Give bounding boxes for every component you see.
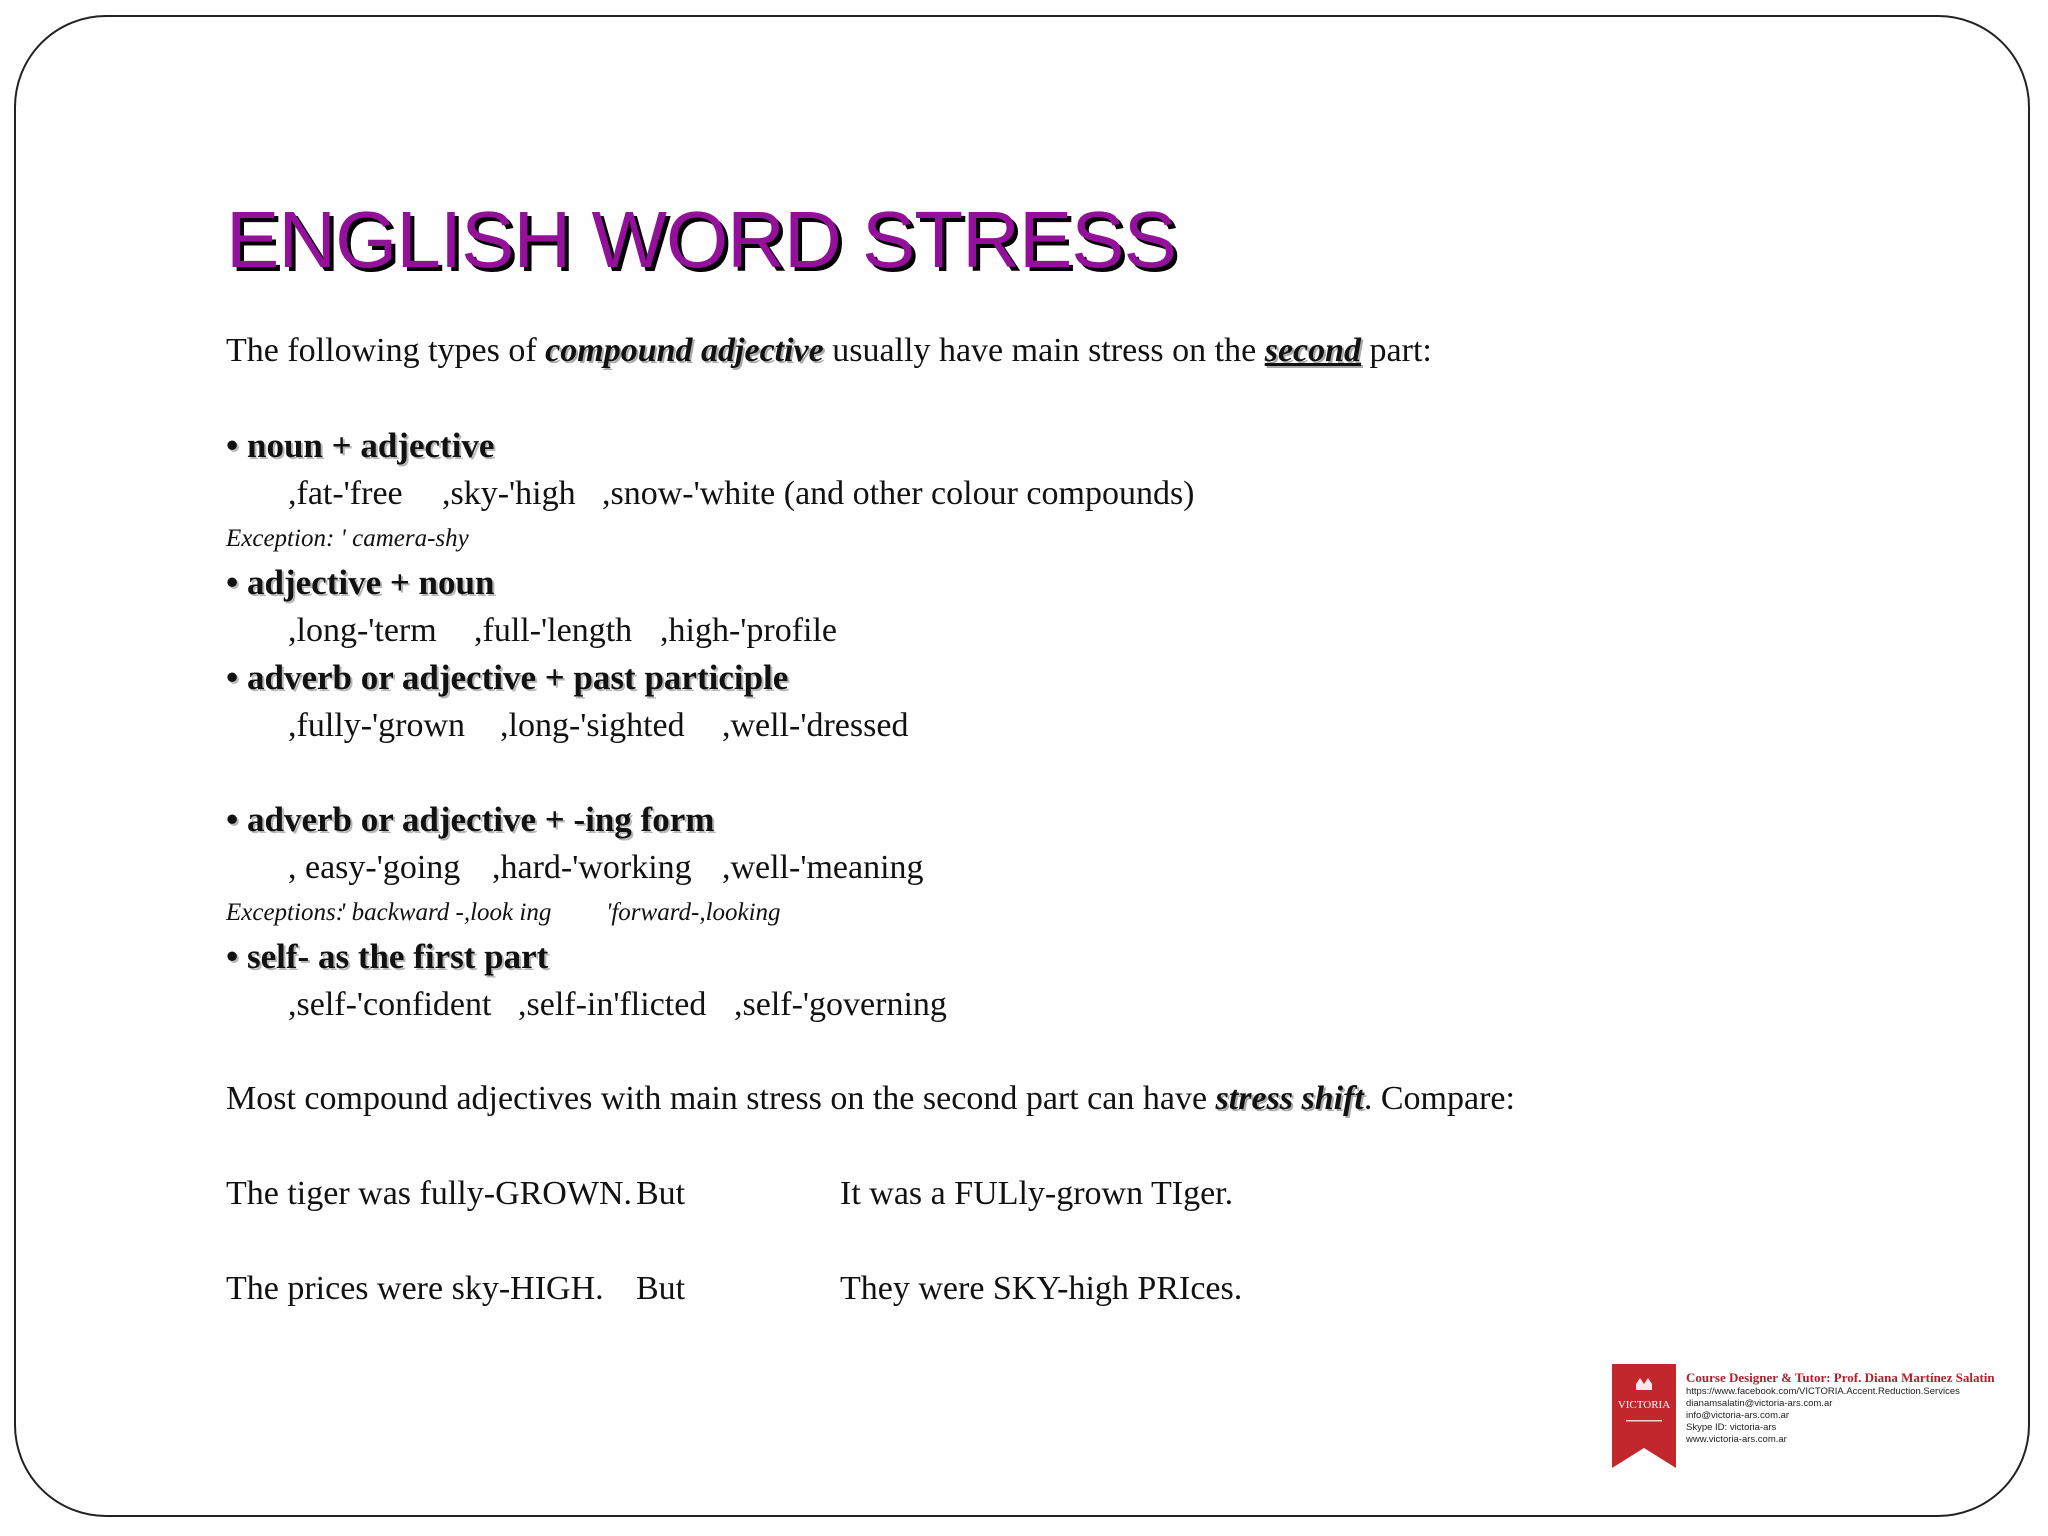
example-item: ,long-'term	[288, 612, 437, 649]
comparison-right: It was a FULly-grown TIger.	[840, 1175, 1234, 1212]
comparison-right: They were SKY-high PRIces.	[840, 1270, 1243, 1307]
example-item: ,high-'profile	[660, 612, 838, 649]
skype-id: Skype ID: victoria-ars	[1686, 1422, 1777, 1433]
logo-text: VICTORIA	[1617, 1399, 1671, 1411]
victoria-logo	[1612, 1364, 1676, 1468]
comparison-left: The prices were sky-HIGH.	[226, 1270, 604, 1307]
email-info[interactable]: info@victoria-ars.com.ar	[1686, 1410, 1790, 1421]
exception-note: Exception: ' camera-shy	[226, 525, 469, 552]
heading-noun-adjective: • noun + adjective	[226, 426, 495, 465]
course-credits	[1686, 1370, 1995, 1446]
comparison-left: The tiger was fully-GROWN.	[226, 1175, 633, 1212]
heading-self-prefix: • self- as the first part	[226, 937, 549, 976]
intro-part-1: The following types of	[226, 332, 546, 369]
exceptions-label: Exceptions:	[226, 899, 345, 926]
intro-part-3: part:	[1361, 332, 1432, 369]
example-item: ,fully-'grown	[288, 707, 466, 744]
shift-emphasis: stress shift	[1215, 1080, 1364, 1117]
intro-emphasis-compound-adjective: compound adjective	[545, 332, 824, 369]
facebook-link[interactable]: https://www.facebook.com/VICTORIA.Accent.Reduction.Services	[1686, 1386, 1960, 1397]
slide-title: ENGLISH WORD STRESS	[226, 195, 1177, 284]
example-item: , easy-'going	[288, 849, 461, 886]
course-designer: Course Designer & Tutor: Prof. Diana Martínez Salatin	[1686, 1370, 1995, 1385]
intro-text	[226, 334, 1432, 368]
example-item: ,self-'governing	[734, 986, 947, 1023]
example-item: ,hard-'working	[492, 849, 692, 886]
example-item: ,self-'confident	[288, 986, 492, 1023]
shift-part-1: Most compound adjectives with main stress on the second part can have	[226, 1080, 1216, 1117]
heading-past-participle: • adverb or adjective + past participle	[226, 658, 789, 697]
website-link[interactable]: www.victoria-ars.com.ar	[1686, 1434, 1787, 1445]
exception-item: ' backward -,look ing	[340, 899, 552, 926]
example-item: ,full-'length	[474, 612, 633, 649]
exception-item: 'forward-,looking	[606, 899, 781, 926]
example-item: ,self-in'flicted	[518, 986, 707, 1023]
example-item: ,sky-'high	[442, 475, 576, 512]
example-item: ,fat-'free	[288, 475, 403, 512]
intro-part-2: usually have main stress on the	[823, 332, 1265, 369]
example-item: ,well-'dressed	[722, 707, 909, 744]
example-item: ,well-'meaning	[722, 849, 924, 886]
heading-ing-form: • adverb or adjective + -ing form	[226, 800, 715, 839]
intro-emphasis-second: second	[1264, 332, 1362, 369]
heading-adjective-noun: • adjective + noun	[226, 563, 495, 602]
comparison-but: But	[636, 1270, 686, 1307]
email-diana[interactable]: dianamsalatin@victoria-ars.com.ar	[1686, 1398, 1833, 1409]
shift-part-2: . Compare:	[1363, 1080, 1515, 1117]
stress-shift-text	[226, 1082, 1515, 1116]
example-item: ,long-'sighted	[500, 707, 685, 744]
comparison-but: But	[636, 1175, 686, 1212]
example-item: ,snow-'white (and other colour compounds)	[602, 475, 1195, 512]
